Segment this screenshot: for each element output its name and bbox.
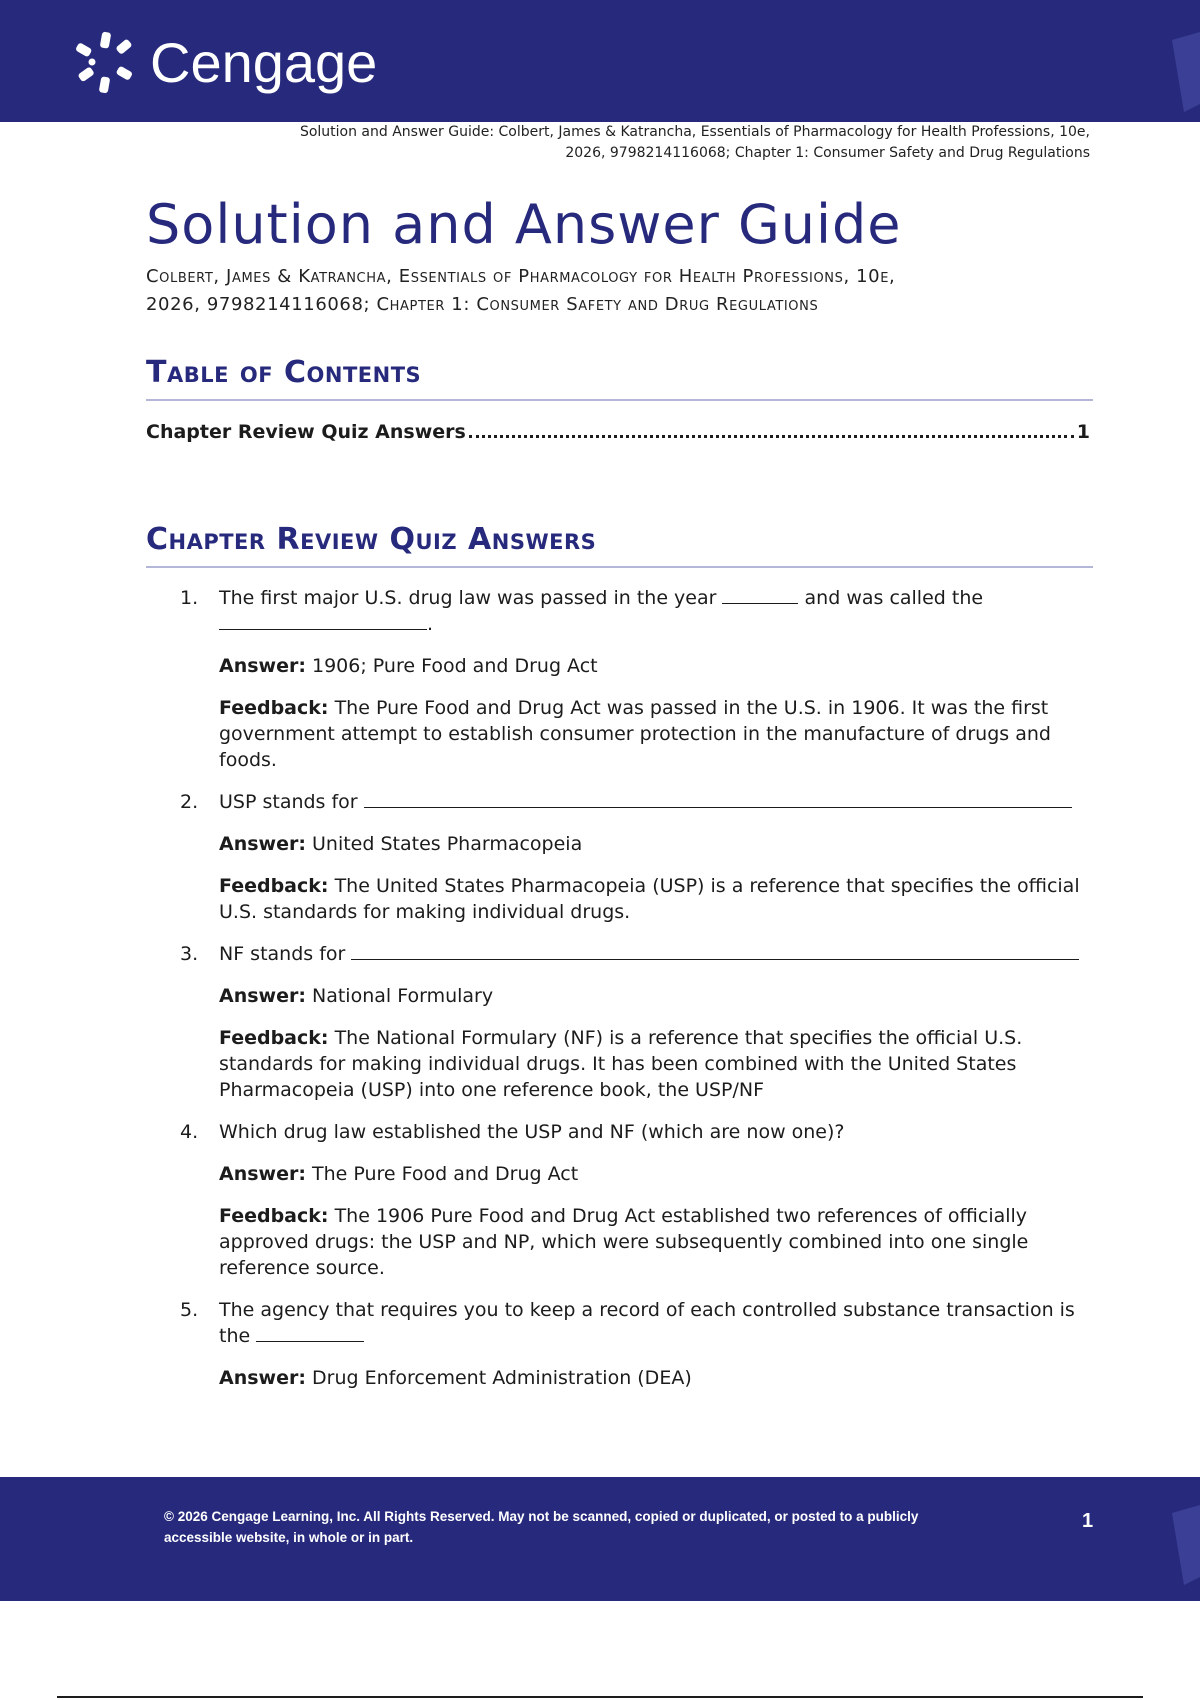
feedback-paragraph <box>219 1025 1100 1103</box>
feedback-label: Feedback: <box>219 875 329 897</box>
footer-copyright: © 2026 Cengage Learning, Inc. All Rights Reserved. May not be scanned, copied or duplicated, or posted to a publicly accessible website, in whole or in part. <box>164 1509 919 1545</box>
subtitle-line-1: Colbert, James & Katrancha, Essentials of Pharmacology for Health Professions, 10e, <box>146 266 896 287</box>
feedback-paragraph <box>219 873 1100 925</box>
question-number: 2. <box>180 791 199 813</box>
question-number: 4. <box>180 1121 199 1143</box>
quiz-question-1 <box>180 585 1100 773</box>
feedback-text: The National Formulary (NF) is a reference that specifies the official U.S. standards for making individual drugs. It has been combined with the United States Pharmacopeia (USP) into one reference book, the USP/NF <box>219 1027 1023 1101</box>
corner-decoration-shape <box>1160 1505 1200 1585</box>
page-bottom-rule <box>57 1696 1143 1698</box>
brand-name: Cengage <box>150 31 378 94</box>
question-text: NF stands for <box>219 941 1100 967</box>
answer-label: Answer: <box>219 1163 306 1185</box>
answer-line <box>219 983 1100 1009</box>
answer-blank <box>351 941 1079 960</box>
answer-blank <box>256 1323 364 1342</box>
question-number: 3. <box>180 943 199 965</box>
header-band <box>0 0 1200 122</box>
answer-blank <box>364 789 1072 808</box>
quiz-question-5 <box>180 1297 1100 1391</box>
answer-blank <box>722 585 798 604</box>
quiz-question-4 <box>180 1119 1100 1281</box>
answer-line <box>219 1365 1100 1391</box>
question-text: The first major U.S. drug law was passed in the year and was called the . <box>219 587 984 635</box>
answer-line <box>219 653 1100 679</box>
question-text: The agency that requires you to keep a record of each controlled substance transaction is the <box>219 1299 1075 1347</box>
running-header <box>130 122 1090 164</box>
question-text: Which drug law established the USP and NF (which are now one)? <box>219 1121 845 1143</box>
question-number: 5. <box>180 1299 199 1321</box>
document-subtitle <box>146 263 1106 319</box>
subtitle-line-2: 2026, 9798214116068; Chapter 1: Consumer Safety and Drug Regulations <box>146 294 819 315</box>
answer-label: Answer: <box>219 1367 306 1389</box>
running-header-line-1: Solution and Answer Guide: Colbert, James & Katrancha, Essentials of Pharmacology for Health Professions, 10e, <box>299 124 1090 140</box>
footer-page-number: 1 <box>1082 1510 1094 1532</box>
answer-line <box>219 831 1100 857</box>
toc-entry-page: 1 <box>1076 421 1090 443</box>
answer-text: The Pure Food and Drug Act <box>312 1163 579 1185</box>
answer-blank <box>219 611 427 630</box>
toc-entry-label: Chapter Review Quiz Answers <box>146 421 466 443</box>
answer-text: 1906; Pure Food and Drug Act <box>312 655 598 677</box>
document-title: Solution and Answer Guide <box>146 193 902 256</box>
quiz-question-2 <box>180 789 1100 925</box>
running-header-line-2: 2026, 9798214116068; Chapter 1: Consumer Safety and Drug Regulations <box>565 145 1090 161</box>
feedback-text: The United States Pharmacopeia (USP) is a reference that specifies the official U.S. standards for making individual drugs. <box>219 875 1080 923</box>
cengage-spark-icon <box>74 30 140 96</box>
answer-label: Answer: <box>219 985 306 1007</box>
quiz-heading: Chapter Review Quiz Answers <box>146 523 1093 568</box>
feedback-text: The Pure Food and Drug Act was passed in the U.S. in 1906. It was the first government attempt to establish consumer protection in the manufacture of drugs and foods. <box>219 697 1051 771</box>
answer-text: Drug Enforcement Administration (DEA) <box>312 1367 692 1389</box>
feedback-label: Feedback: <box>219 697 329 719</box>
question-text: USP stands for <box>219 789 1100 815</box>
toc-heading: Table of Contents <box>146 356 1093 401</box>
feedback-paragraph <box>219 695 1100 773</box>
feedback-paragraph <box>219 1203 1100 1281</box>
corner-decoration-shape <box>1160 32 1200 112</box>
answer-text: National Formulary <box>312 985 494 1007</box>
quiz-question-3 <box>180 941 1100 1103</box>
toc-entry[interactable] <box>146 421 1090 443</box>
answer-label: Answer: <box>219 655 306 677</box>
answer-text: United States Pharmacopeia <box>312 833 583 855</box>
feedback-label: Feedback: <box>219 1027 329 1049</box>
answer-line <box>219 1161 1100 1187</box>
answer-label: Answer: <box>219 833 306 855</box>
feedback-text: The 1906 Pure Food and Drug Act established two references of officially approved drugs: the USP and NP, which were subsequently combined into one single reference source. <box>219 1205 1029 1279</box>
toc-leader-dots <box>469 423 1074 438</box>
feedback-label: Feedback: <box>219 1205 329 1227</box>
cengage-logo <box>74 30 377 96</box>
quiz-question-list <box>180 585 1100 1407</box>
question-number: 1. <box>180 587 199 609</box>
